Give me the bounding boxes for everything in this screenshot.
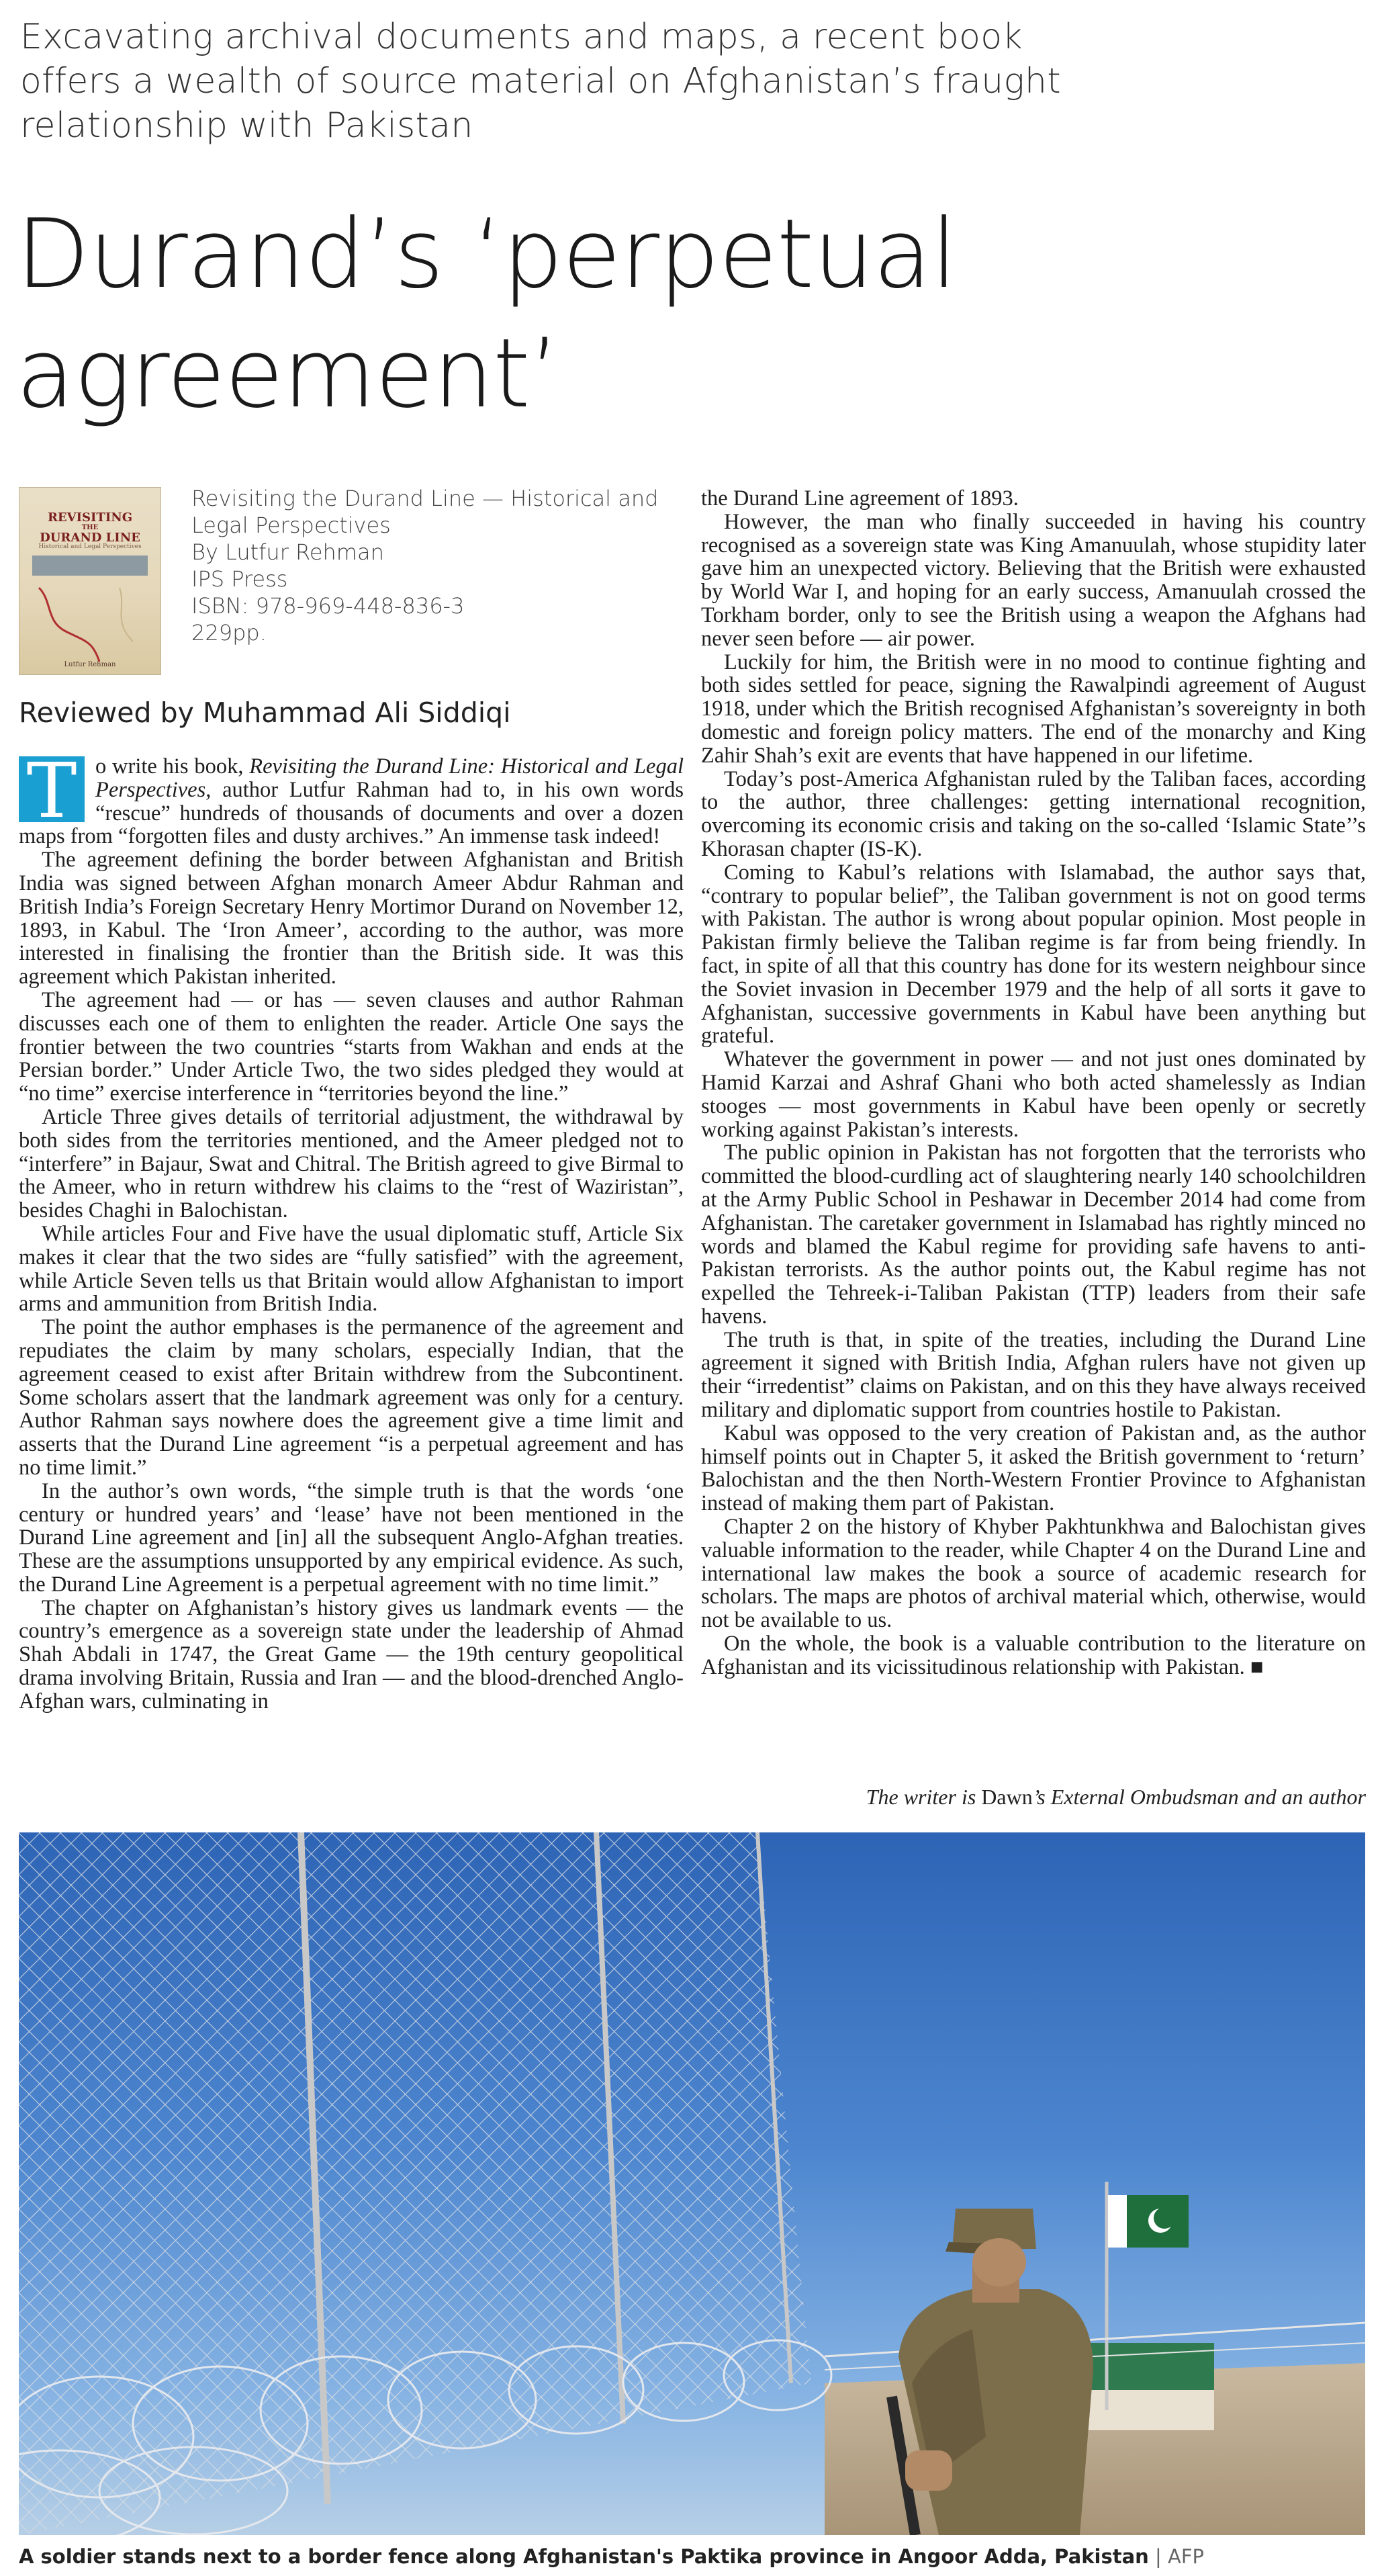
author-note — [701, 1784, 1366, 1810]
paragraph: Luckily for him, the British were in no mood to continue fighting and both sides settled for peace, signing the Rawalpindi agreement of August 1918, under which the British recognised Afghanistan’s sovereignty in both domestic and foreign policy matters. The end of the monarchy and King Zahir Shah’s exit are events that have happened in our lifetime. — [701, 650, 1366, 768]
deck-line: relationship with Pakistan — [20, 105, 473, 146]
author-note-text: ’s External Ombudsman and an author — [1032, 1785, 1366, 1809]
author-note-org: Dawn — [981, 1785, 1033, 1809]
paragraph: Coming to Kabul’s relations with Islamabad, the author says that, “contrary to popular belief”, the Taliban government is not on good terms with Pakistan. The author is wrong about popular opinion. Most people in Pakistan firmly believe the Taliban regime is far from being friendly. In fact, in spite of all that this country has done for its western neighbour since the Soviet invasion in December 1979 and the help of all sorts it gave to Afghanistan, successive governments in Kabul have been anything but grateful. — [701, 860, 1366, 1049]
paragraph: On the whole, the book is a valuable contribution to the literature on Afghanistan and its vicissitudinous relationship with Pakistan. ■ — [701, 1632, 1366, 1679]
text-run: o write his book, — [95, 755, 250, 779]
text-run: , author Lutfur Rahman had to, in his own words “rescue” hundreds of thousands of documents and over a dozen maps from “forgotten files and dusty archives.” An immense task indeed! — [19, 777, 684, 849]
book-cover-title-line: THE — [81, 524, 99, 531]
border-fence-soldier-photo-icon — [19, 1832, 1365, 2535]
book-cover-title-line: REVISITING — [47, 510, 133, 525]
book-title-italic: Revisiting the Durand Line: Historical and Legal Perspectives — [95, 755, 684, 802]
drop-cap: T — [19, 756, 85, 822]
book-author: By Lutfur Rehman — [191, 539, 384, 565]
paragraph: While articles Four and Five have the usual diplomatic stuff, Article Six makes it clear that the two sides are “fully satisfied” with the agreement, while Article Seven tells us that Britain would allow Afghanistan to import arms and ammunition from British India. — [19, 1221, 684, 1317]
book-cover-map-line-icon — [19, 487, 161, 675]
book-pages: 229pp. — [191, 620, 267, 646]
book-title-line: Legal Perspectives — [191, 513, 391, 538]
book-publisher: IPS Press — [191, 566, 288, 592]
book-info — [191, 485, 702, 646]
paragraph: However, the man who finally succeeded in having his country recognised as a sovereign state was King Amanuulah, whose stupidity later gave him an unexpected victory. Believing that the British were exhausted by World War I, and hoping for an early success, Amanuulah crossed the Torkham border, only to see the British using a weapon the Afghans had never seen before — air power. — [701, 509, 1366, 651]
article-deck — [20, 15, 1296, 148]
border-fence-photo — [19, 1832, 1365, 2535]
paragraph: Whatever the government in power — and not just ones dominated by Hamid Karzai and Ashraf Ghani who both acted shamelessly as Indian stooges — most governments in Kabul have been openly or secretly working against Pakistan’s interests. — [701, 1047, 1366, 1142]
reviewer-byline: Reviewed by Muhammad Ali Siddiqi — [19, 697, 511, 729]
paragraph: Kabul was opposed to the very creation of Pakistan and, as the author himself points out in Chapter 5, it asked the British government to ‘return’ Balochistan and the then North-Western Frontier Province to Afghanistan instead of making them part of Pakistan. — [701, 1421, 1366, 1516]
book-isbn: ISBN: 978-969-448-836-3 — [191, 593, 465, 619]
author-note-text: The writer is — [866, 1785, 982, 1809]
headline-line: Durand’s ‘perpetual — [16, 199, 957, 310]
book-title-line: Revisiting the Durand Line — Historical and — [191, 486, 659, 511]
paragraph: The public opinion in Pakistan has not forgotten that the terrorists who committed the blood-curdling act of slaughtering nearly 140 schoolchildren at the Army Public School in Peshawar in December 2014 had come from Afghanistan. The caretaker government in Islamabad has rightly minced no words and blamed the Kabul regime for providing safe havens to anti-Pakistan terrorists. As the author points out, the Kabul regime has not expelled the Tehreek-i-Taliban Pakistan (TTP) leaders from their safe havens. — [701, 1141, 1366, 1329]
photo-caption-text: A soldier stands next to a border fence along Afghanistan's Paktika province in Angoor Adda, Pakistan — [19, 2545, 1149, 2568]
deck-line: offers a wealth of source material on Afghanistan’s fraught — [20, 61, 1061, 101]
paragraph: The chapter on Afghanistan’s history gives us landmark events — the country’s emergence as a sovereign state under the leadership of Ahmad Shah Abdali in 1747, the Great Game — the 19th century geopolitical drama involving Britain, Russia and Iran — and the blood-drenched Anglo-Afghan wars, culminating in — [19, 1595, 684, 1714]
paragraph: The point the author emphases is the permanence of the agreement and repudiates the claim by many scholars, especially Indian, that the agreement ceased to exist after Britain withdrew from the Subcontinent. Some scholars assert that the landmark agreement was only for a century. Author Rahman says nowhere does the agreement give a time limit and asserts that the Durand Line agreement “is a perpetual agreement and has no time limit.” — [19, 1315, 684, 1480]
paragraph: The agreement defining the border between Afghanistan and British India was signed between Afghan monarch Ameer Abdur Rahman and British India’s Foreign Secretary Henry Mortimor Durand on November 12, 1893, in Kabul. The ‘Iron Ameer’, according to the author, was more interested in finalising the frontier than the British side. It was this agreement which Pakistan inherited. — [19, 848, 684, 989]
paragraph: Article Three gives details of territorial adjustment, the withdrawal by both sides from the territories mentioned, and the Ameer pledged not to “interfere” in Bajaur, Swat and Chitral. The British agreed to give Birmal to the Ameer, who in return withdrew his claims to the “rest of Waziristan”, besides Chaghi in Balochistan. — [19, 1104, 684, 1223]
photo-caption — [19, 2543, 1365, 2570]
article-column-left — [19, 755, 684, 1800]
book-cover-image — [19, 487, 161, 675]
paragraph: The truth is that, in spite of the treaties, including the Durand Line agreement it signed with British India, Afghan rulers have not given up their “irredentist” claims on Pakistan, and on this they have always received military and diplomatic support from countries hostile to Pakistan. — [701, 1327, 1366, 1423]
paragraph: Today’s post-America Afghanistan ruled by the Taliban faces, according to the author, three challenges: getting international recognition, overcoming its economic crisis and taking on the so-called ‘Islamic State’’s Khorasan chapter (IS-K). — [701, 766, 1366, 861]
paragraph: the Durand Line agreement of 1893. — [701, 487, 1019, 510]
paragraph: Chapter 2 on the history of Khyber Pakhtunkhwa and Balochistan gives valuable information to the reader, while Chapter 4 on the Durand Line and international law makes the book a source of academic research for scholars. The maps are photos of archival material which, otherwise, would not be available to us. — [701, 1515, 1366, 1633]
photo-credit: | AFP — [1148, 2545, 1204, 2568]
article-column-right — [701, 487, 1366, 1800]
paragraph: The agreement had — or has — seven clauses and author Rahman discusses each one of them to enlighten the reader. Article One says the frontier between the two countries “starts from Wakhan and ends at the Persian border.” Under Article Two, the two sides pledged they would at “no time” exercise interference in “territories beyond the line.” — [19, 987, 684, 1106]
paragraph: In the author’s own words, “the simple truth is that the words ‘one century or hundred years’ and ‘lease’ have not been mentioned in the Durand Line agreement and [in] all the subsequent Anglo-Afghan treaties. These are the assumptions unsupported by any empirical evidence. As such, the Durand Line Agreement is a perpetual agreement with no time limit.” — [19, 1478, 684, 1597]
book-cover-subtitle: Historical and Legal Perspectives — [38, 543, 142, 550]
book-cover-title-line: DURAND LINE — [40, 531, 140, 545]
paragraph — [19, 755, 684, 848]
book-cover-author: Lutfur Rehman — [64, 661, 116, 668]
headline-line: agreement’ — [16, 318, 559, 429]
deck-line: Excavating archival documents and maps, a recent book — [20, 17, 1023, 57]
article-headline — [16, 195, 1292, 434]
